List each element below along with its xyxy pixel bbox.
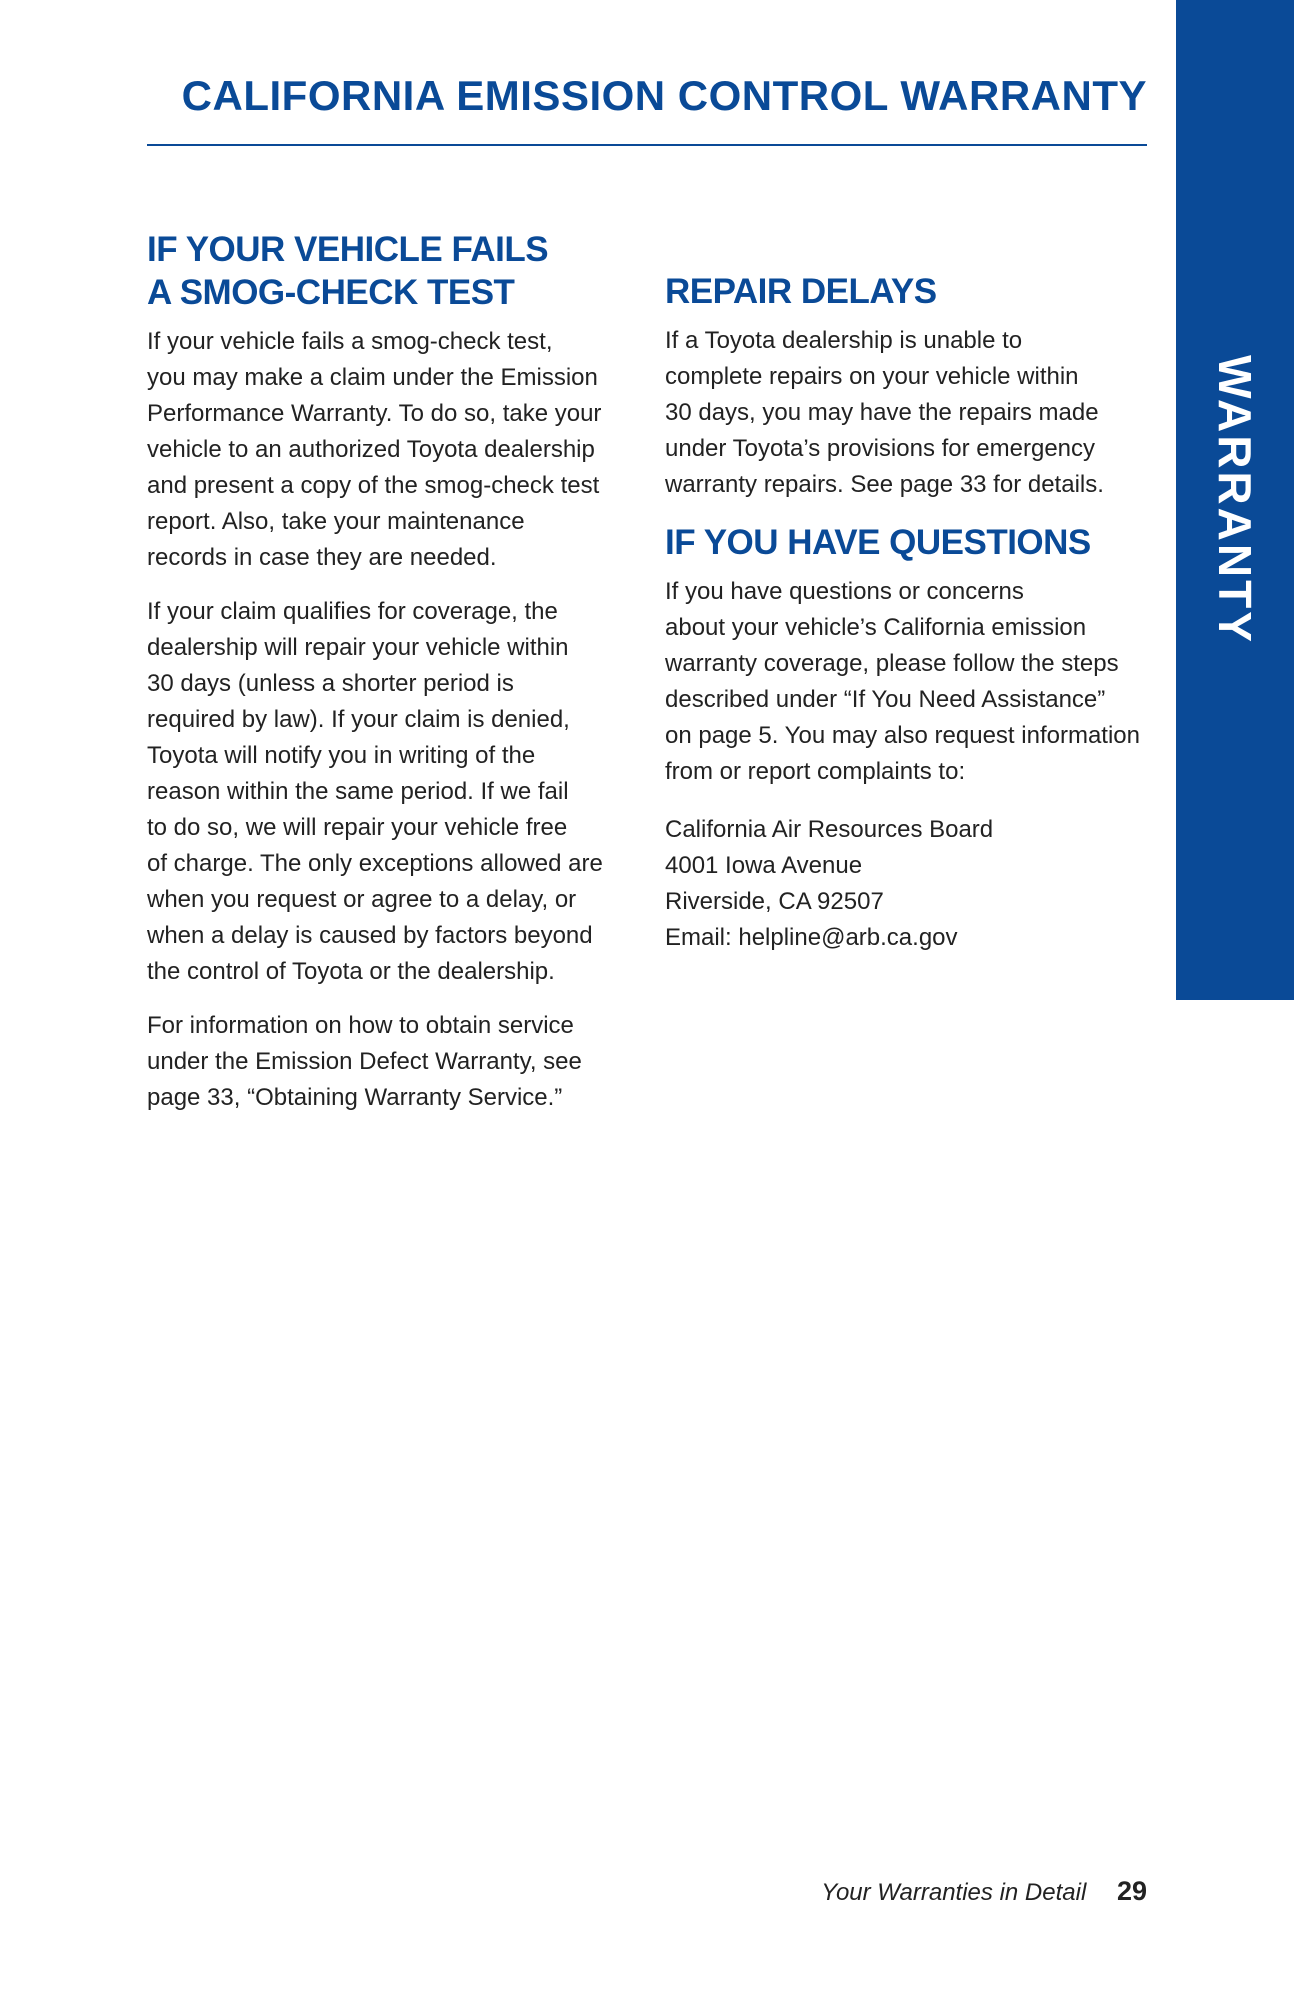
address-city: Riverside, CA 92507 (665, 888, 884, 915)
page-number: 29 (1116, 1876, 1147, 1906)
repair-delays-heading: REPAIR DELAYS (665, 272, 937, 311)
title-divider (147, 144, 1147, 146)
address-email: Email: helpline@arb.ca.gov (665, 924, 958, 951)
smog-check-heading (147, 228, 607, 314)
questions-heading: IF YOU HAVE QUESTIONS (665, 523, 1091, 562)
page-footer (821, 1876, 1147, 1907)
repair-delays-section (665, 270, 1145, 503)
contact-address (665, 812, 1145, 956)
right-column (665, 270, 1145, 956)
smog-check-heading-line2: A SMOG-CHECK TEST (147, 273, 515, 312)
smog-check-paragraph-3: For information on how to obtain service under the Emission Defect Warranty, see page 33, “Obtaining Warranty Service.” (147, 1012, 582, 1111)
address-street: 4001 Iowa Avenue (665, 852, 863, 879)
smog-check-paragraph-2: If your claim qualifies for coverage, the dealership will repair your vehicle within 30 days (unless a shorter period is required by law). If your claim is denied, Toyota will notify you in writing of the reason within the same period. If we fail to do so, we will repair your vehicle free of charge. The only exceptions allowed are when you request or agree to a delay, or when a delay is caused by factors beyond the control of Toyota or the dealership. (147, 598, 603, 985)
repair-delays-paragraph: If a Toyota dealership is unable to complete repairs on your vehicle within 30 days, you may have the repairs made under Toyota’s provisions for emergency warranty repairs. See page 33 for details. (665, 327, 1104, 498)
address-organization: California Air Resources Board (665, 816, 994, 843)
side-tab (1176, 0, 1294, 1000)
questions-paragraph: If you have questions or concerns about your vehicle’s California emission warranty coverage, please follow the steps described under “If You Need Assistance” on page 5. You may also request information from or report complaints to: (665, 578, 1140, 785)
footer-section-title: Your Warranties in Detail (821, 1879, 1087, 1906)
side-tab-label: WARRANTY (1209, 355, 1261, 645)
smog-check-section (147, 228, 607, 1134)
smog-check-paragraph-1: If your vehicle fails a smog-check test, you may make a claim under the Emission Performance Warranty. To do so, take your vehicle to an authorized Toyota dealership and present a copy of the smog-check test report. Also, take your maintenance records in case they are needed. (147, 328, 602, 571)
page-title: CALIFORNIA EMISSION CONTROL WARRANTY (181, 72, 1147, 119)
smog-check-heading-line1: IF YOUR VEHICLE FAILS (147, 230, 549, 269)
questions-section (665, 521, 1145, 956)
